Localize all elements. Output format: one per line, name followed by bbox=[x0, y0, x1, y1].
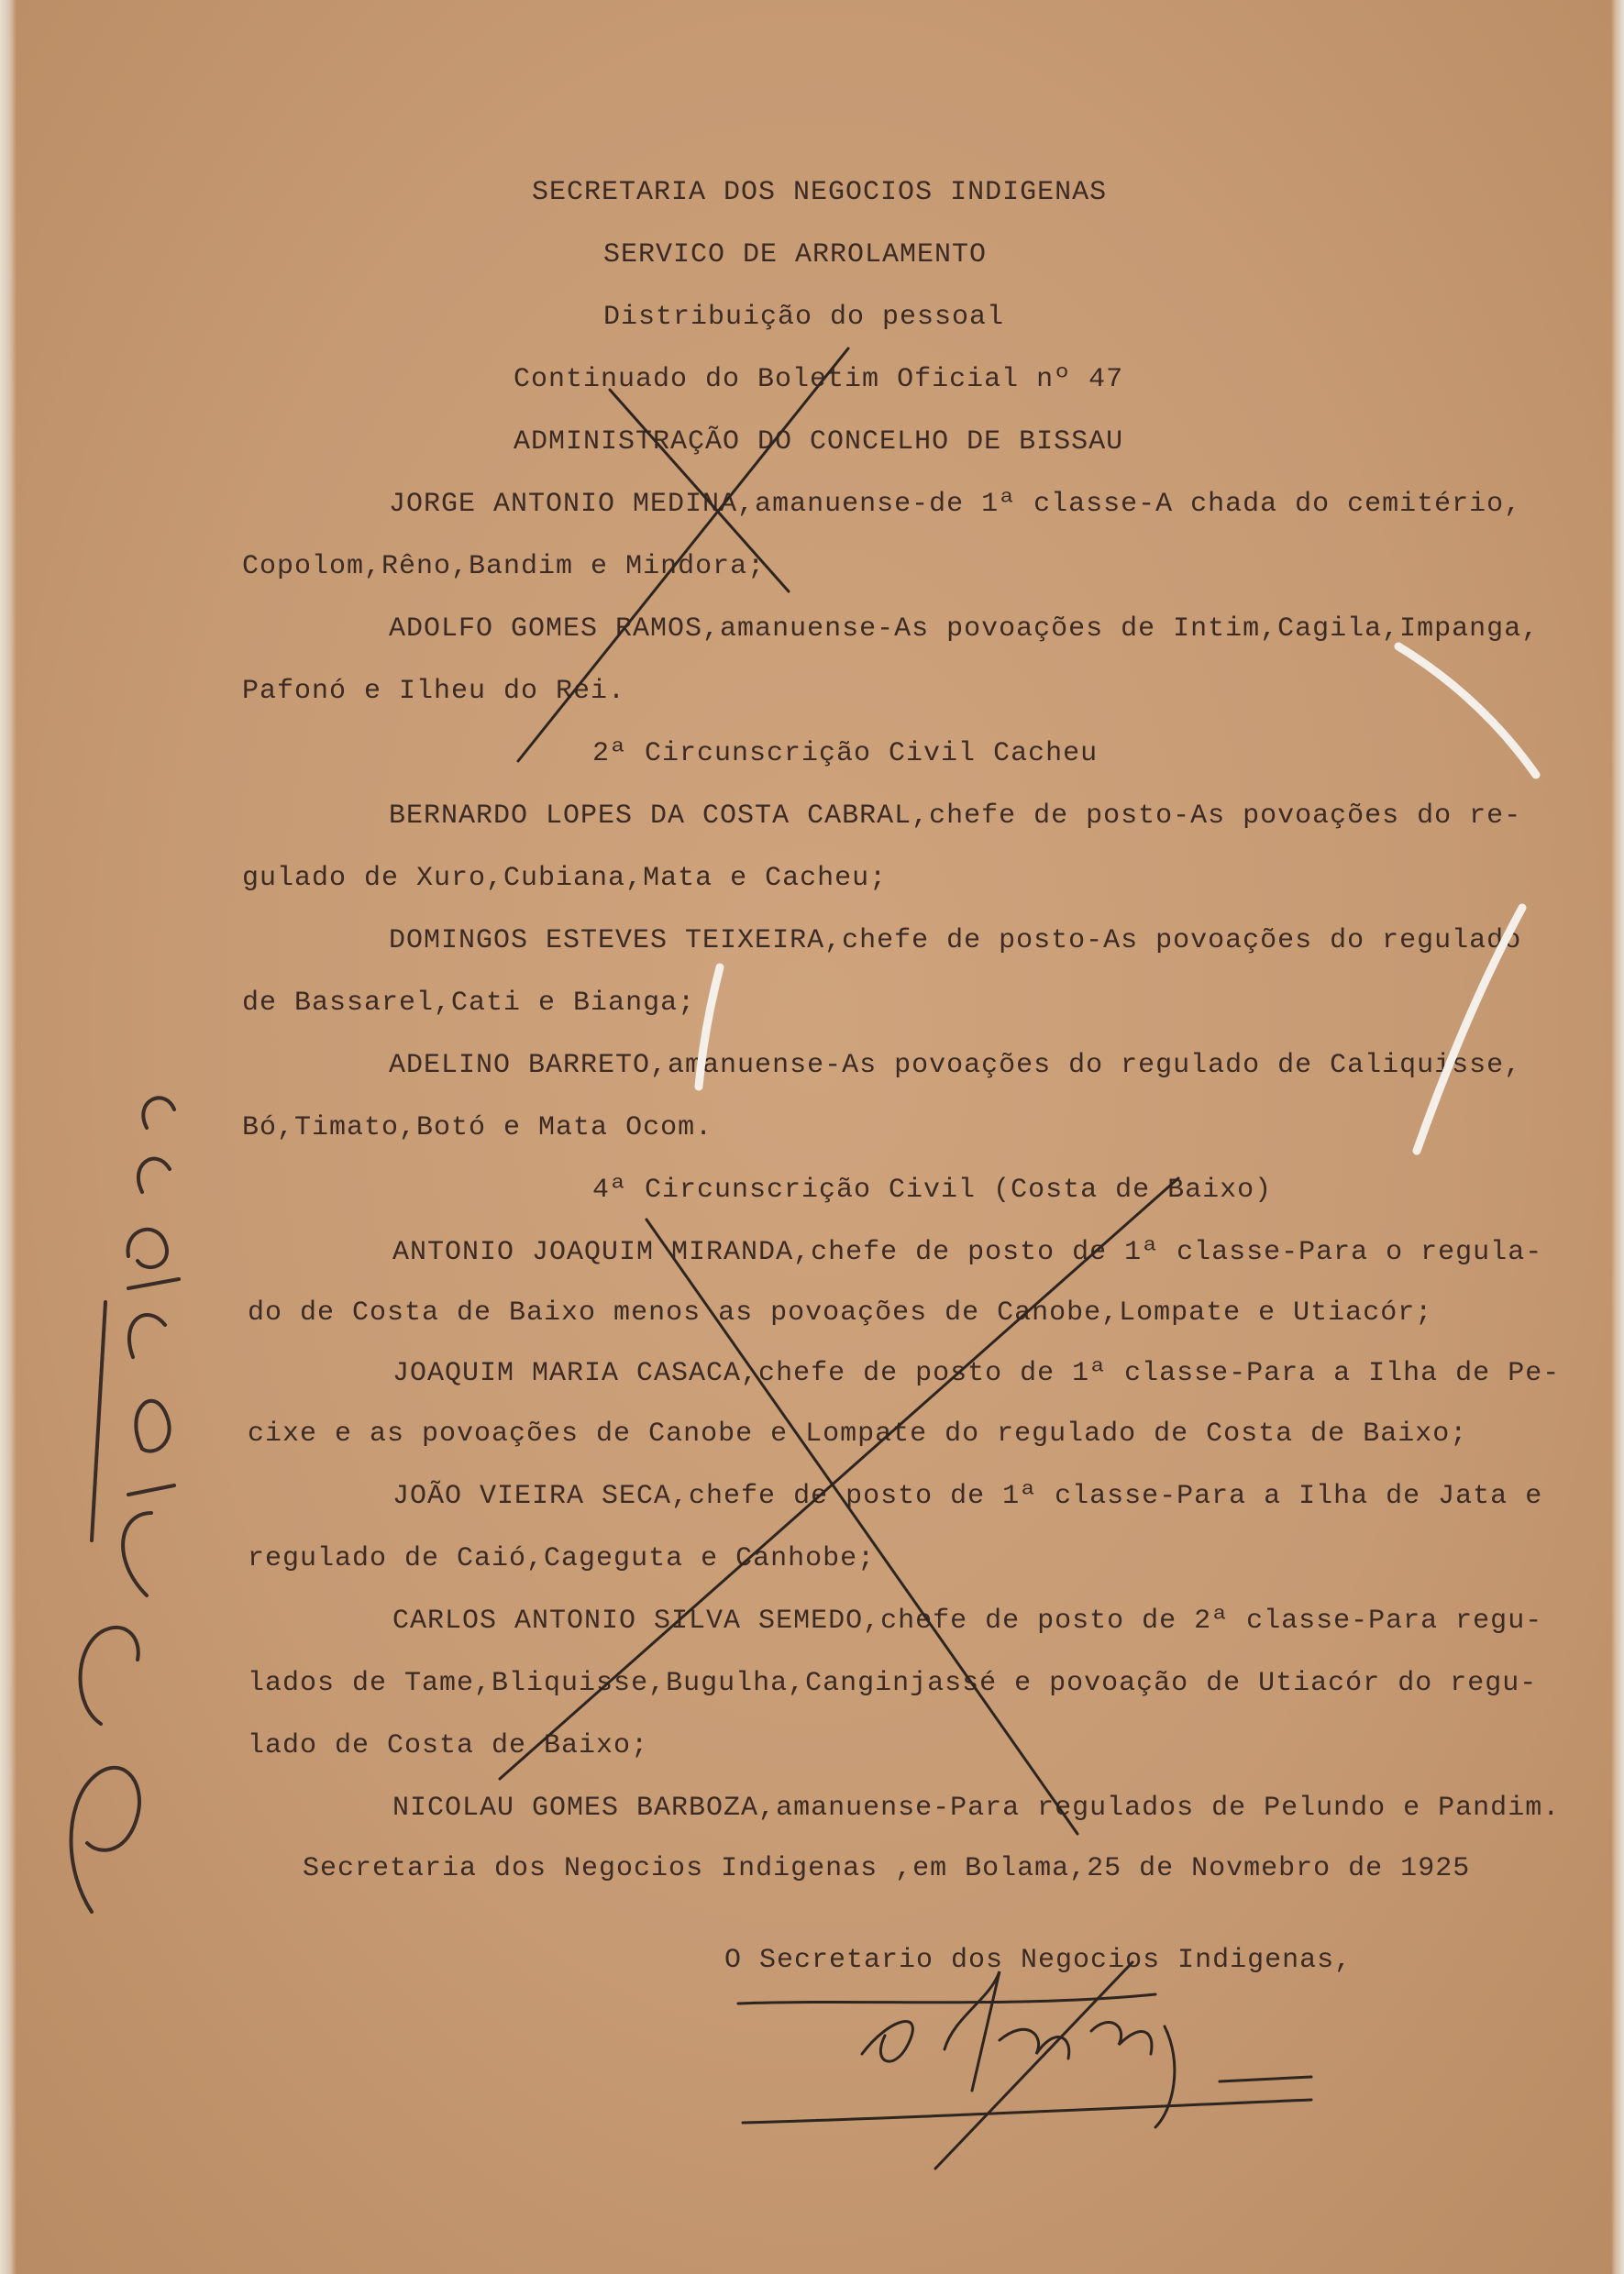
entry-cabral-line1: BERNARDO LOPES DA COSTA CABRAL,chefe de posto-As povoações do re- bbox=[389, 800, 1522, 832]
entry-barboza: NICOLAU GOMES BARBOZA,amanuense-Para regulados de Pelundo e Pandim. bbox=[392, 1793, 1561, 1824]
entry-miranda-line2: do de Costa de Baixo menos as povoações de Canobe,Lompate e Utiacór; bbox=[248, 1297, 1433, 1329]
entry-barreto-line2: Bó,Timato,Botó e Mata Ocom. bbox=[242, 1112, 713, 1143]
pencil-cross-lower bbox=[500, 1178, 1178, 1834]
entry-semedo-line1: CARLOS ANTONIO SILVA SEMEDO,chefe de posto de 2ª classe-Para regu- bbox=[392, 1606, 1543, 1637]
entry-seca-line2: regulado de Caió,Cageguta e Canhobe; bbox=[248, 1543, 876, 1574]
entry-semedo-line2: lados de Tame,Bliquisse,Bugulha,Canginjassé e povoação de Utiacór do regu- bbox=[248, 1668, 1538, 1699]
entry-casaca-line1: JOAQUIM MARIA CASACA,chefe de posto de 1ª classe-Para a Ilha de Pe- bbox=[392, 1358, 1561, 1389]
entry-medina-line1: JORGE ANTONIO MEDINA,amanuense-de 1ª classe-A chada do cemitério, bbox=[389, 489, 1522, 520]
entry-ramos-line2: Pafonó e Ilheu do Rei. bbox=[242, 676, 626, 707]
entry-teixeira-line1: DOMINGOS ESTEVES TEIXEIRA,chefe de posto-As povoações do regulado bbox=[389, 925, 1522, 956]
header-secretaria: SECRETARIA DOS NEGOCIOS INDIGENAS bbox=[532, 177, 1108, 208]
entry-teixeira-line2: de Bassarel,Cati e Bianga; bbox=[242, 988, 696, 1019]
entry-medina-line2: Copolom,Rêno,Bandim e Mindora; bbox=[242, 551, 766, 582]
entry-casaca-line2: cixe e as povoações de Canobe e Lompate do regulado de Costa de Baixo; bbox=[248, 1418, 1468, 1450]
paper-scratch-marks bbox=[699, 646, 1536, 1151]
entry-cabral-line2: gulado de Xuro,Cubiana,Mata e Cacheu; bbox=[242, 863, 888, 894]
entry-miranda-line1: ANTONIO JOAQUIM MIRANDA,chefe de posto de 1ª classe-Para o regula- bbox=[392, 1237, 1543, 1268]
header-administracao: ADMINISTRAÇÃO DO CONCELHO DE BISSAU bbox=[514, 426, 1124, 458]
entry-semedo-line3: lado de Costa de Baixo; bbox=[248, 1730, 649, 1761]
header-servico: SERVICO DE ARROLAMENTO bbox=[603, 239, 988, 270]
header-continuado: Continuado do Boletim Oficial nº 47 bbox=[514, 364, 1124, 395]
handwritten-margin-note-icon bbox=[37, 1082, 211, 1926]
handwritten-signature-icon bbox=[724, 1944, 1366, 2182]
header-distribuicao: Distribuição do pessoal bbox=[603, 302, 1005, 333]
pencil-cross-upper bbox=[518, 348, 848, 761]
signatory-title: O Secretario dos Negocios Indigenas, bbox=[724, 1945, 1353, 1976]
entry-ramos-line1: ADOLFO GOMES RAMOS,amanuense-As povoações de Intim,Cagila,Impanga, bbox=[389, 613, 1540, 645]
place-and-date: Secretaria dos Negocios Indigenas ,em Bolama,25 de Novmebro de 1925 bbox=[303, 1853, 1471, 1884]
section-costa-de-baixo: 4ª Circunscrição Civil (Costa de Baixo) bbox=[592, 1175, 1273, 1206]
entry-seca-line1: JOÃO VIEIRA SECA,chefe de posto de 1ª classe-Para a Ilha de Jata e bbox=[392, 1481, 1543, 1512]
entry-barreto-line1: ADELINO BARRETO,amanuense-As povoações do regulado de Caliquisse, bbox=[389, 1050, 1522, 1081]
section-cacheu: 2ª Circunscrição Civil Cacheu bbox=[592, 738, 1099, 769]
